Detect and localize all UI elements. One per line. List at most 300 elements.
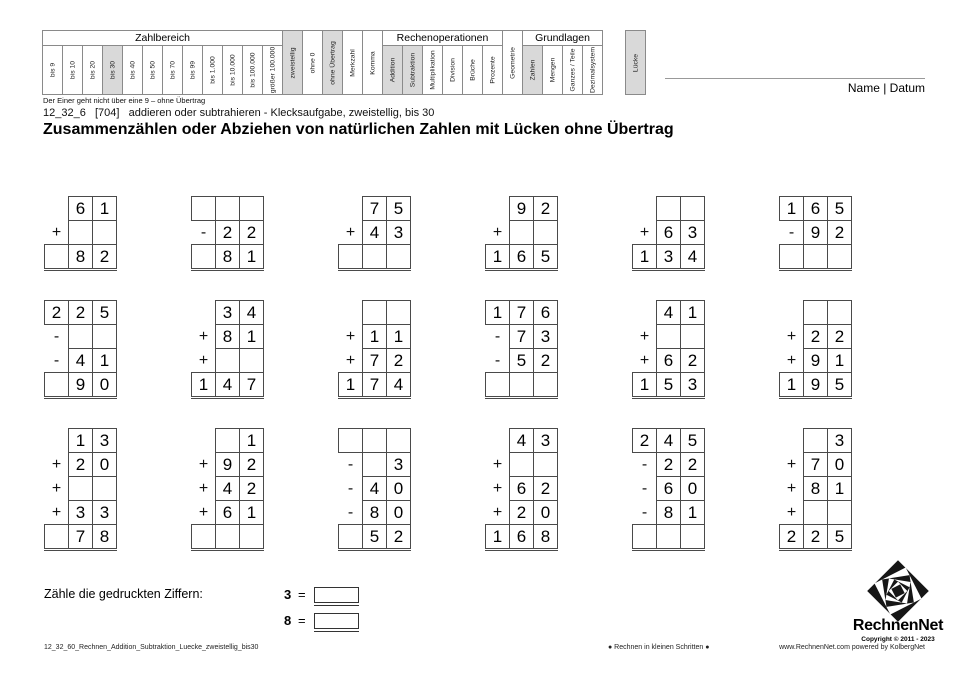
gap-cell[interactable] — [680, 324, 705, 349]
result-underline — [338, 270, 411, 271]
gap-cell[interactable] — [533, 452, 558, 477]
page-title: Zusammenzählen oder Abziehen von natürlichen Zahlen mit Lücken ohne Übertrag — [43, 121, 674, 138]
matrix-col-label: bis 10.000 — [229, 54, 236, 86]
digit-cell: 6 — [68, 196, 93, 221]
digit-cell: 1 — [680, 300, 705, 325]
problem-r3-c6 — [779, 428, 852, 551]
matrix-col-label: bis 1.000 — [209, 56, 216, 84]
plus-operator: + — [639, 328, 650, 345]
gap-cell[interactable] — [362, 244, 387, 269]
matrix-col-bis-1-000 — [202, 45, 223, 95]
matrix-col-bis-20 — [82, 45, 103, 95]
problem-r1-c6 — [779, 196, 852, 271]
matrix-spacer — [603, 30, 625, 95]
plus-operator: + — [786, 480, 797, 497]
result-underline — [44, 550, 117, 551]
gap-cell[interactable] — [338, 524, 363, 549]
plus-operator: + — [51, 504, 62, 521]
topic-matrix — [42, 30, 646, 95]
cell-spacer — [44, 196, 69, 221]
plus-operator: + — [786, 352, 797, 369]
count-item-3 — [284, 586, 359, 603]
plus-operator: + — [51, 456, 62, 473]
plus-operator: + — [786, 328, 797, 345]
whirling-squares-icon — [865, 558, 931, 624]
digit-cell: 9 — [803, 220, 828, 245]
matrix-col-bis-70 — [162, 45, 183, 95]
gap-cell[interactable] — [191, 524, 216, 549]
problem-r3-c4 — [485, 428, 558, 551]
matrix-col-label: bis 70 — [169, 60, 176, 80]
digit-cell: 8 — [68, 244, 93, 269]
matrix-col-label: Multiplikation — [429, 50, 436, 90]
digit-cell: 3 — [533, 324, 558, 349]
gap-cell[interactable] — [362, 452, 387, 477]
rechnennet-logo — [850, 558, 946, 643]
gap-cell[interactable] — [338, 428, 363, 453]
gap-cell[interactable] — [827, 300, 852, 325]
digit-cell: 1 — [827, 348, 852, 373]
digit-cell: 9 — [803, 348, 828, 373]
result-underline — [779, 398, 852, 399]
problem-r1-c2 — [191, 196, 264, 271]
plus-operator: + — [492, 504, 503, 521]
problem-r3-c3 — [338, 428, 411, 551]
digit-cell: 2 — [827, 220, 852, 245]
gap-cell[interactable] — [215, 428, 240, 453]
digit-cell: 4 — [656, 300, 681, 325]
matrix-col-label: Zahlen — [529, 59, 536, 81]
matrix-col-label: bis 50 — [149, 60, 156, 80]
digit-cell: 1 — [779, 196, 804, 221]
result-underline — [779, 270, 852, 271]
matrix-col-label: Ganzes / Teile — [569, 48, 576, 92]
digit-cell: 1 — [632, 244, 657, 269]
count-digit: 8 — [284, 613, 292, 628]
problem-r1-c3 — [338, 196, 411, 271]
gap-cell[interactable] — [533, 220, 558, 245]
minus-operator: - — [641, 456, 648, 473]
digit-cell: 2 — [386, 348, 411, 373]
problem-r2-c3 — [338, 300, 411, 399]
digit-cell: 2 — [656, 452, 681, 477]
matrix-col-bis-30 — [102, 45, 123, 95]
digit-cell: 3 — [68, 500, 93, 525]
matrix-col-bis-100-000 — [242, 45, 263, 95]
name-datum-label: Name | Datum — [847, 81, 925, 95]
digit-cell: 4 — [656, 428, 681, 453]
problems-row-1 — [44, 196, 852, 271]
digit-cell: 9 — [68, 372, 93, 397]
result-underline — [44, 270, 117, 271]
digit-cell: 5 — [827, 372, 852, 397]
digit-cell: 6 — [533, 300, 558, 325]
gap-cell[interactable] — [215, 524, 240, 549]
gap-cell[interactable] — [485, 372, 510, 397]
digit-cell: 4 — [362, 476, 387, 501]
plus-operator: + — [198, 504, 209, 521]
plus-operator: + — [639, 224, 650, 241]
result-underline — [191, 550, 264, 551]
digit-cell: 1 — [338, 372, 363, 397]
gap-cell[interactable] — [533, 372, 558, 397]
matrix-col-label: Mengen — [549, 57, 556, 83]
digit-cell: 1 — [239, 428, 264, 453]
digit-cell: 0 — [827, 452, 852, 477]
digit-cell: 8 — [92, 524, 117, 549]
digit-cell: 2 — [779, 524, 804, 549]
gap-cell[interactable] — [803, 300, 828, 325]
minus-operator: - — [200, 224, 207, 241]
count-item-8 — [284, 612, 359, 629]
gap-cell[interactable] — [191, 196, 216, 221]
gap-cell[interactable] — [803, 500, 828, 525]
digit-cell: 1 — [92, 348, 117, 373]
matrix-col-label: Division — [449, 58, 456, 82]
problem-r2-c6 — [779, 300, 852, 399]
gap-cell[interactable] — [44, 244, 69, 269]
result-underline — [485, 550, 558, 551]
minus-operator: - — [347, 480, 354, 497]
digit-cell: 2 — [533, 196, 558, 221]
digit-cell: 5 — [680, 428, 705, 453]
digit-cell: 1 — [827, 476, 852, 501]
digit-cell: 7 — [509, 300, 534, 325]
copyright-text: Copyright © 2011 - 2023 — [861, 636, 935, 643]
plus-operator: + — [492, 480, 503, 497]
matrix-col-label: bis 10 — [69, 60, 76, 80]
plus-operator: + — [786, 504, 797, 521]
digit-cell: 7 — [68, 524, 93, 549]
digit-cell: 1 — [386, 324, 411, 349]
digit-cell: 8 — [215, 324, 240, 349]
problem-r2-c5 — [632, 300, 705, 399]
gap-cell[interactable] — [656, 324, 681, 349]
matrix-col-label: Subtraktion — [409, 52, 416, 88]
matrix-col-prozente — [482, 45, 503, 95]
gap-cell[interactable] — [239, 196, 264, 221]
digit-cell: 9 — [509, 196, 534, 221]
gap-cell[interactable] — [44, 524, 69, 549]
plus-operator: + — [345, 224, 356, 241]
digit-cell: 3 — [656, 244, 681, 269]
matrix-col-ohne-übertrag — [322, 30, 343, 95]
result-underline — [485, 398, 558, 399]
digit-cell: 7 — [362, 348, 387, 373]
matrix-col-label: Addition — [389, 57, 396, 83]
count-answer-box[interactable] — [314, 613, 359, 629]
gap-cell[interactable] — [338, 244, 363, 269]
cell-spacer — [338, 300, 363, 325]
footer-slogan: ● Rechnen in kleinen Schritten ● — [608, 644, 710, 651]
matrix-col-subtraktion — [402, 45, 423, 95]
gap-cell[interactable] — [92, 476, 117, 501]
matrix-col-label: bis 20 — [89, 60, 96, 80]
problem-r2-c1 — [44, 300, 117, 399]
digit-cell: 2 — [68, 300, 93, 325]
digit-cell: 8 — [215, 244, 240, 269]
gap-cell[interactable] — [509, 372, 534, 397]
gap-cell[interactable] — [68, 220, 93, 245]
digit-cell: 2 — [386, 524, 411, 549]
result-underline — [632, 270, 705, 271]
digit-cell: 0 — [680, 476, 705, 501]
digit-cell: 2 — [827, 324, 852, 349]
digit-cell: 7 — [803, 452, 828, 477]
digit-cell: 1 — [362, 324, 387, 349]
matrix-col-ohne-0 — [302, 30, 323, 95]
digit-cell: 4 — [509, 428, 534, 453]
digit-cell: 2 — [68, 452, 93, 477]
digit-cell: 8 — [362, 500, 387, 525]
digit-cell: 1 — [680, 500, 705, 525]
digit-cell: 1 — [485, 300, 510, 325]
plus-operator: + — [492, 456, 503, 473]
gap-cell[interactable] — [239, 348, 264, 373]
digit-cell: 2 — [239, 220, 264, 245]
count-answer-box[interactable] — [314, 587, 359, 603]
matrix-col-bis-9 — [42, 45, 63, 95]
digit-cell: 5 — [827, 524, 852, 549]
digit-cell: 9 — [215, 452, 240, 477]
digit-cell: 3 — [92, 500, 117, 525]
gap-cell[interactable] — [44, 372, 69, 397]
matrix-col-label: Lücke — [632, 53, 639, 72]
minus-operator: - — [53, 352, 60, 369]
digit-cell: 8 — [533, 524, 558, 549]
plus-operator: + — [639, 352, 650, 369]
matrix-col-addition — [382, 45, 403, 95]
cell-spacer — [485, 196, 510, 221]
digit-cell: 5 — [92, 300, 117, 325]
matrix-group — [625, 30, 646, 95]
digit-cell: 1 — [239, 244, 264, 269]
cell-spacer — [485, 428, 510, 453]
digit-cell: 3 — [215, 300, 240, 325]
digit-cell: 9 — [803, 372, 828, 397]
matrix-group — [282, 30, 383, 95]
digit-cell: 3 — [386, 452, 411, 477]
cell-spacer — [779, 300, 804, 325]
result-underline — [191, 270, 264, 271]
digit-cell: 1 — [191, 372, 216, 397]
problem-r2-c2 — [191, 300, 264, 399]
digit-cell: 5 — [656, 372, 681, 397]
problem-r3-c2 — [191, 428, 264, 551]
digit-cell: 4 — [68, 348, 93, 373]
digit-cell: 2 — [533, 476, 558, 501]
gap-cell[interactable] — [386, 428, 411, 453]
digit-cell: 1 — [632, 372, 657, 397]
equals-sign: = — [298, 587, 306, 602]
gap-cell[interactable] — [803, 244, 828, 269]
matrix-col-multiplikation — [422, 45, 443, 95]
gap-cell[interactable] — [656, 524, 681, 549]
digit-cell: 2 — [803, 524, 828, 549]
matrix-col-label: Geometrie — [509, 46, 516, 79]
result-underline — [632, 398, 705, 399]
brand-name: RechnenNet — [852, 617, 944, 634]
matrix-col-größer-100-000 — [262, 45, 283, 95]
matrix-col-label: bis 30 — [109, 60, 116, 80]
digit-cell: 6 — [215, 500, 240, 525]
digit-cell: 3 — [680, 372, 705, 397]
matrix-col-geometrie — [502, 30, 523, 95]
digit-cell: 4 — [215, 372, 240, 397]
digit-cell: 4 — [362, 220, 387, 245]
digit-cell: 3 — [92, 428, 117, 453]
problem-r3-c1 — [44, 428, 117, 551]
gap-cell[interactable] — [215, 196, 240, 221]
matrix-group — [502, 30, 523, 95]
gap-cell[interactable] — [386, 300, 411, 325]
matrix-col-bis-10-000 — [222, 45, 243, 95]
matrix-col-label: bis 9 — [49, 62, 56, 78]
matrix-col-bis-50 — [142, 45, 163, 95]
cell-spacer — [632, 300, 657, 325]
minus-operator: - — [641, 504, 648, 521]
gap-cell[interactable] — [680, 524, 705, 549]
cell-spacer — [191, 428, 216, 453]
digit-cell: 2 — [533, 348, 558, 373]
gap-cell[interactable] — [656, 196, 681, 221]
footer-filename: 12_32_60_Rechnen_Addition_Subtraktion_Luecke_zweistellig_bis30 — [44, 644, 259, 651]
matrix-col-zahlen — [522, 45, 543, 95]
plus-operator: + — [198, 480, 209, 497]
digit-cell: 4 — [215, 476, 240, 501]
digit-cell: 6 — [656, 220, 681, 245]
digit-cell: 1 — [239, 324, 264, 349]
matrix-col-label: größer 100.000 — [269, 46, 276, 94]
digit-cell: 5 — [827, 196, 852, 221]
matrix-col-label: Komma — [369, 50, 376, 75]
digit-cell: 1 — [92, 196, 117, 221]
matrix-col-label: Brüche — [469, 59, 476, 81]
matrix-caption: Der Einer geht nicht über eine 9 – ohne Übertrag — [43, 96, 206, 105]
gap-cell[interactable] — [362, 428, 387, 453]
digit-cell: 2 — [680, 452, 705, 477]
problems-row-2 — [44, 300, 852, 399]
result-underline — [338, 550, 411, 551]
problem-r3-c5 — [632, 428, 705, 551]
gap-cell[interactable] — [92, 220, 117, 245]
problem-r1-c5 — [632, 196, 705, 271]
digit-cell: 6 — [656, 348, 681, 373]
matrix-group-zahlbereich — [42, 30, 283, 95]
gap-cell[interactable] — [827, 500, 852, 525]
gap-cell[interactable] — [632, 524, 657, 549]
equals-sign: = — [298, 613, 306, 628]
matrix-col-label: bis 40 — [129, 60, 136, 80]
gap-cell[interactable] — [362, 300, 387, 325]
worksheet-code-line: 12_32_6 [704] addieren oder subtrahieren - Klecksaufgabe, zweistellig, bis 30 — [43, 107, 435, 119]
plus-operator: + — [492, 224, 503, 241]
cell-spacer — [632, 196, 657, 221]
digit-cell: 6 — [509, 476, 534, 501]
gap-cell[interactable] — [779, 244, 804, 269]
matrix-col-label: Prozente — [489, 56, 496, 84]
digit-cell: 7 — [509, 324, 534, 349]
problem-r1-c1 — [44, 196, 117, 271]
minus-operator: - — [788, 224, 795, 241]
digit-cell: 0 — [533, 500, 558, 525]
gap-cell[interactable] — [827, 244, 852, 269]
minus-operator: - — [347, 504, 354, 521]
gap-cell[interactable] — [509, 452, 534, 477]
gap-cell[interactable] — [92, 324, 117, 349]
result-underline — [191, 398, 264, 399]
cell-spacer — [191, 300, 216, 325]
matrix-col-brüche — [462, 45, 483, 95]
digit-cell: 1 — [485, 244, 510, 269]
gap-cell[interactable] — [68, 324, 93, 349]
cell-spacer — [338, 196, 363, 221]
matrix-group-title: Rechenoperationen — [382, 30, 503, 46]
digit-cell: 3 — [533, 428, 558, 453]
digit-cell: 2 — [215, 220, 240, 245]
digit-cell: 7 — [239, 372, 264, 397]
digit-cell: 5 — [533, 244, 558, 269]
problem-r1-c4 — [485, 196, 558, 271]
matrix-col-lücke — [625, 30, 646, 95]
gap-cell[interactable] — [215, 348, 240, 373]
matrix-col-label: bis 100.000 — [249, 52, 256, 88]
digit-cell: 2 — [680, 348, 705, 373]
matrix-col-division — [442, 45, 463, 95]
plus-operator: + — [345, 352, 356, 369]
result-underline — [632, 550, 705, 551]
matrix-group-title: Zahlbereich — [42, 30, 283, 46]
digit-cell: 6 — [656, 476, 681, 501]
gap-cell[interactable] — [386, 244, 411, 269]
digit-cell: 6 — [509, 524, 534, 549]
gap-cell[interactable] — [509, 220, 534, 245]
digit-cell: 1 — [485, 524, 510, 549]
minus-operator: - — [53, 328, 60, 345]
plus-operator: + — [345, 328, 356, 345]
digit-cell: 7 — [362, 372, 387, 397]
result-underline — [44, 398, 117, 399]
digit-cell: 5 — [386, 196, 411, 221]
gap-cell[interactable] — [803, 428, 828, 453]
digit-cell: 8 — [803, 476, 828, 501]
gap-cell[interactable] — [239, 524, 264, 549]
matrix-col-bis-10 — [62, 45, 83, 95]
count-task-label: Zähle die gedruckten Ziffern: — [44, 587, 203, 601]
matrix-col-label: bis 99 — [189, 60, 196, 80]
gap-cell[interactable] — [680, 196, 705, 221]
digit-cell: 1 — [239, 500, 264, 525]
digit-cell: 3 — [386, 220, 411, 245]
matrix-col-bis-99 — [182, 45, 203, 95]
matrix-col-label: ohne 0 — [309, 52, 316, 73]
gap-cell[interactable] — [68, 476, 93, 501]
count-digit: 3 — [284, 587, 292, 602]
matrix-col-label: Dezimalsystem — [589, 46, 596, 94]
plus-operator: + — [198, 352, 209, 369]
minus-operator: - — [494, 352, 501, 369]
cell-spacer — [779, 428, 804, 453]
matrix-group-grundlagen — [522, 30, 603, 95]
gap-cell[interactable] — [191, 244, 216, 269]
plus-operator: + — [51, 224, 62, 241]
minus-operator: - — [641, 480, 648, 497]
footer-website: www.RechnenNet.com powered by KolbergNet — [779, 644, 925, 651]
digit-cell: 6 — [509, 244, 534, 269]
digit-cell: 3 — [680, 220, 705, 245]
digit-cell: 4 — [239, 300, 264, 325]
matrix-col-mengen — [542, 45, 563, 95]
